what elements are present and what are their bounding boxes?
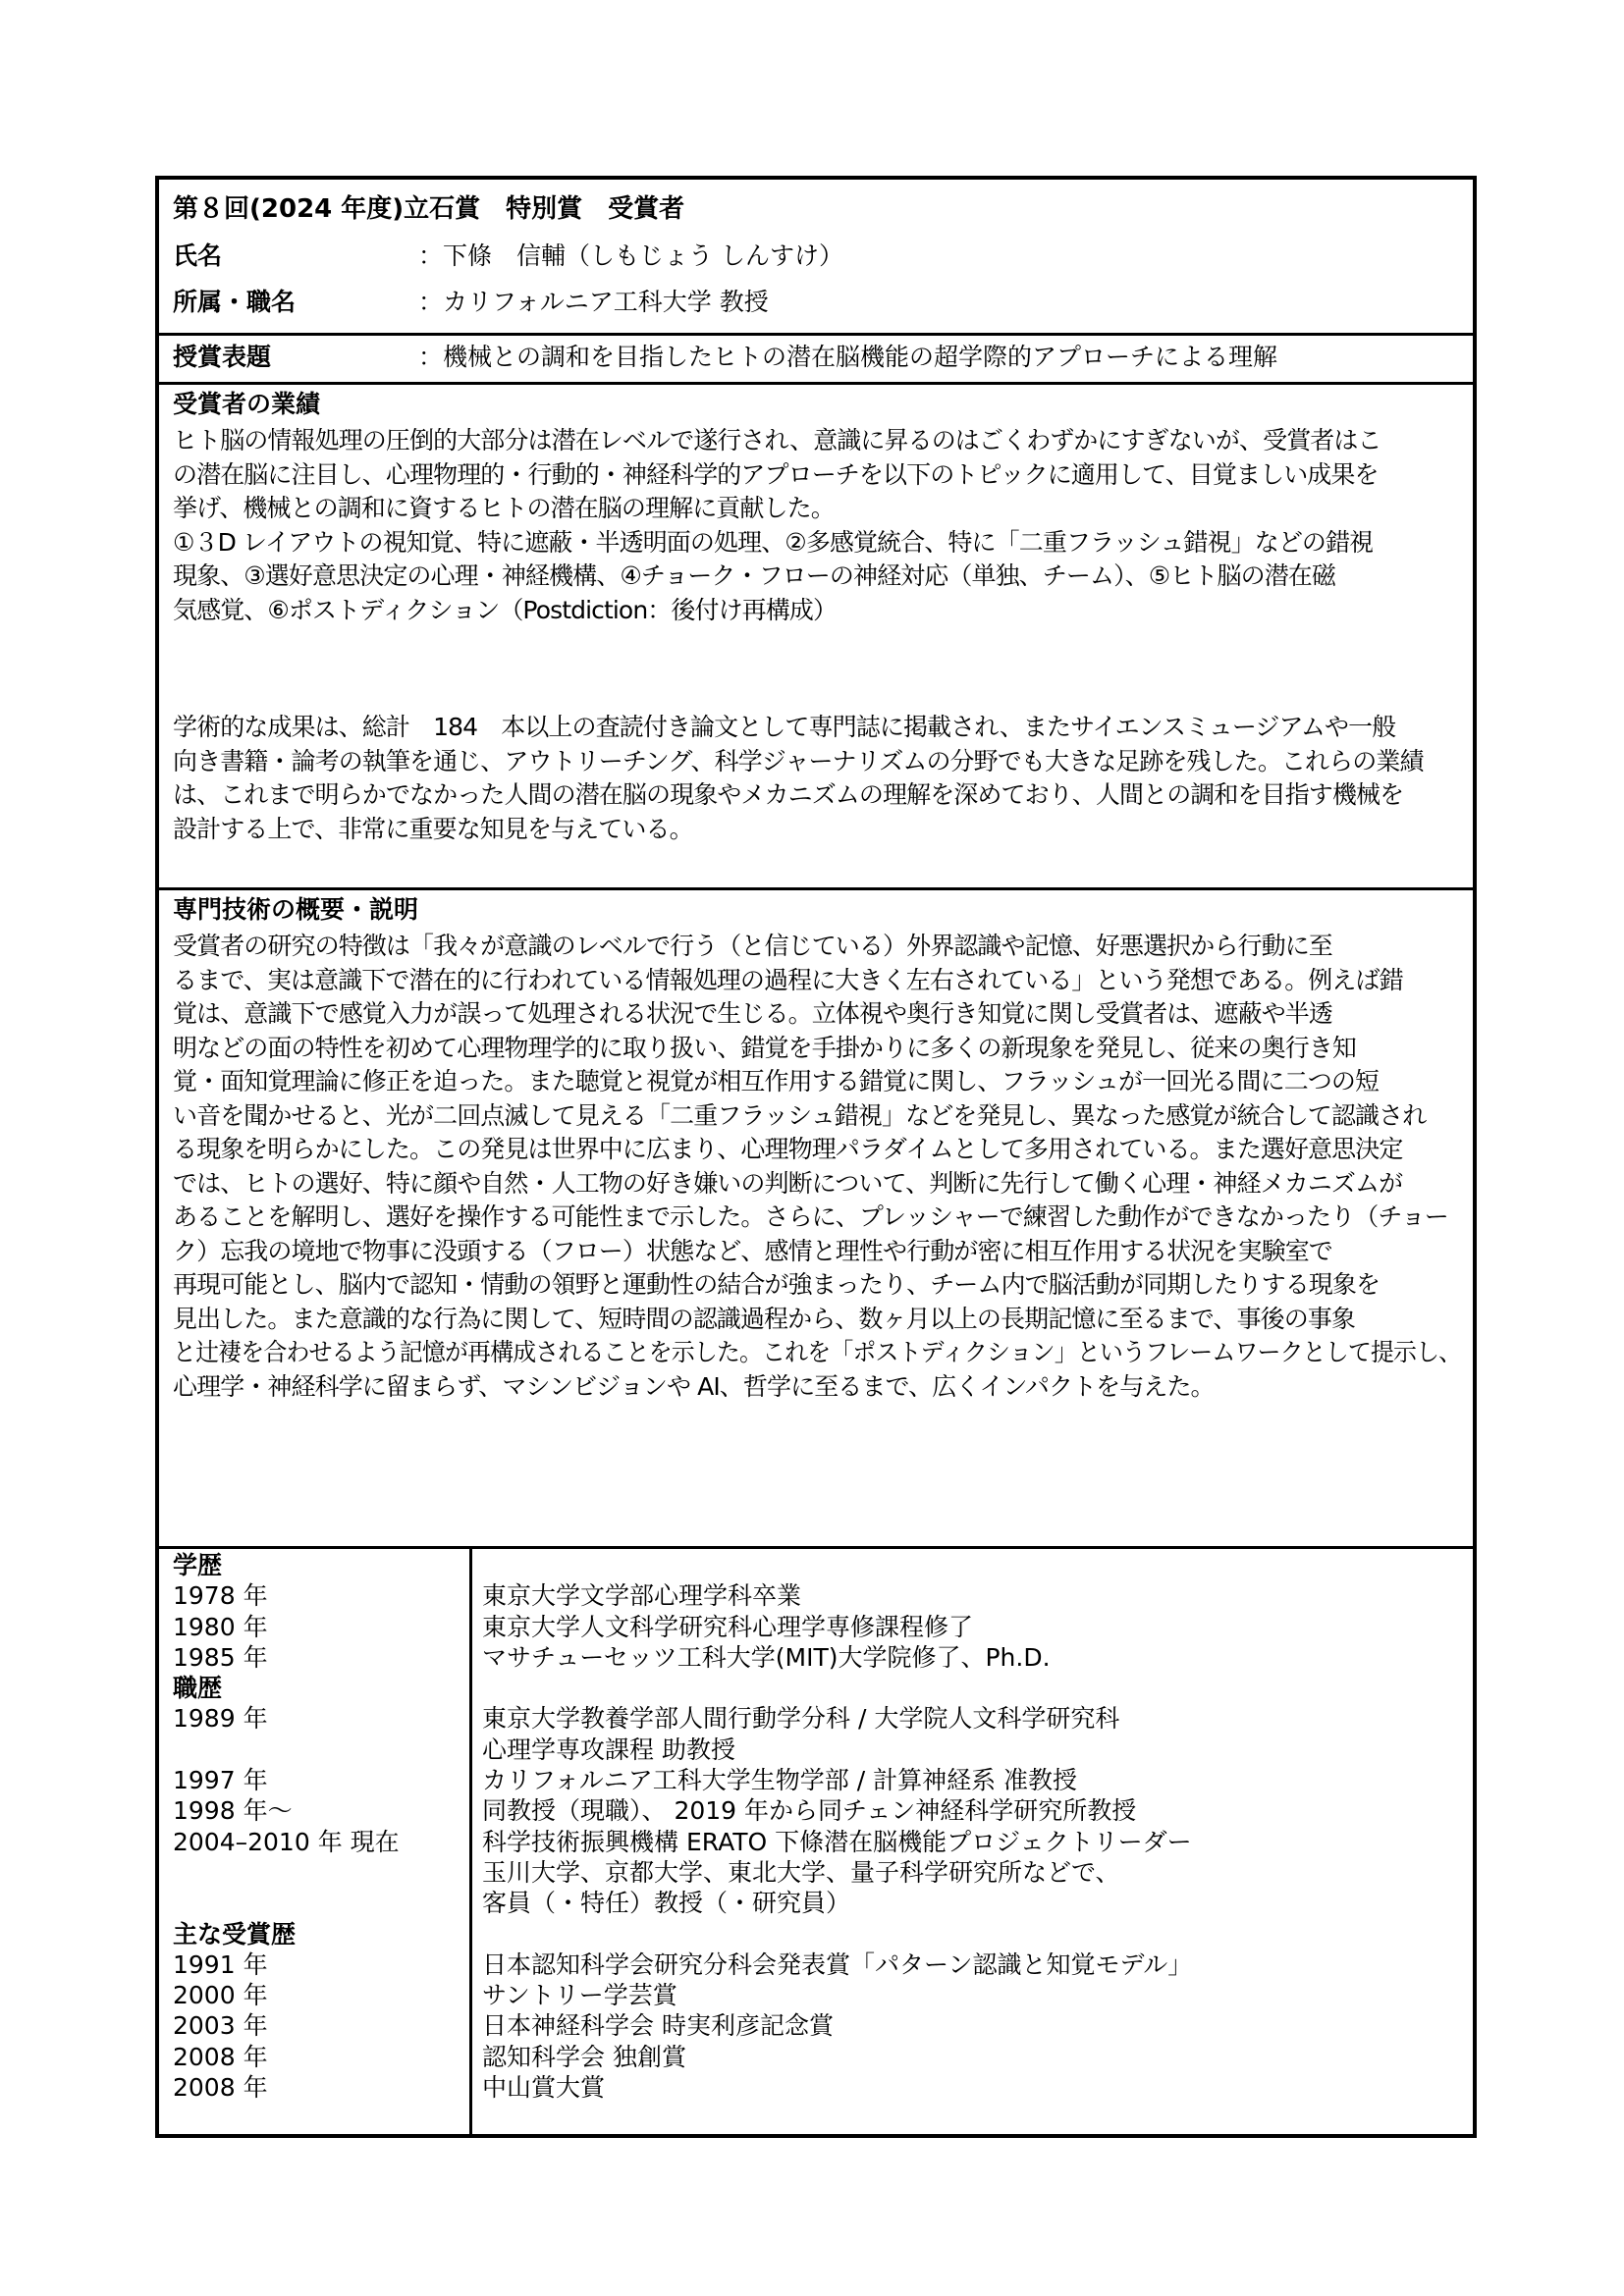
- text-line: と辻褄を合わせるよう記憶が再構成されることを示した。これを「ポストディクション」というフレームワークとして提示し、: [173, 1338, 1462, 1366]
- text-line: 覚は、意識下で感覚入力が誤って処理される状況で生じる。立体視や奥行き知覚に関し受賞者は、遮蔽や半透: [173, 999, 1332, 1028]
- career-item: カリフォルニア工科大学生物学部 / 計算神経系 准教授: [482, 1766, 1078, 1795]
- award-year: 2000 年: [173, 1981, 268, 2010]
- award-year: 1991 年: [173, 1949, 268, 1979]
- affiliation-value: ：カリフォルニア工科大学 教授: [418, 288, 769, 316]
- affiliation-label: 所属・職名: [173, 288, 297, 316]
- career-item: 東京大学教養学部人間行動学分科 / 大学院人文科学研究科: [482, 1704, 1120, 1734]
- divider: [159, 382, 1473, 385]
- divider: [159, 1546, 1473, 1549]
- text-line: 明などの面の特性を初めて心理物理学的に取り扱い、錯覚を手掛かりに多くの新現象を発見し、従来の奥行き知: [173, 1033, 1357, 1062]
- award-item: サントリー学芸賞: [482, 1981, 677, 2010]
- achievements-heading: 受賞者の業績: [173, 390, 321, 418]
- text-line: ①３D レイアウトの視知覚、特に遮蔽・半透明面の処理、②多感覚統合、特に「二重フラッシュ錯視」などの錯視: [173, 527, 1374, 557]
- education-item: 東京大学文学部心理学科卒業: [482, 1581, 802, 1611]
- technical-heading: 専門技術の概要・説明: [173, 895, 419, 924]
- award-year: 2003 年: [173, 2011, 268, 2041]
- text-line: ヒト脳の情報処理の圧倒的大部分は潜在レベルで遂行され、意識に昇るのはごくわずかにすぎないが、受賞者はこ: [173, 426, 1381, 454]
- name-value: ：下條 信輔（しもじょう しんすけ）: [418, 241, 843, 270]
- divider: [159, 333, 1473, 336]
- text-line: は、これまで明らかでなかった人間の潜在脳の現象やメカニズムの理解を深めており、人間との調和を目指す機械を: [173, 780, 1404, 809]
- text-line: る現象を明らかにした。この発見は世界中に広まり、心理物理パラダイムとして多用されている。また選好意思決定: [173, 1135, 1403, 1163]
- award-item: 認知科学会 独創賞: [482, 2042, 686, 2071]
- text-line: 設計する上で、非常に重要な知見を与えている。: [173, 814, 693, 843]
- cv-years-column: [173, 1550, 400, 2103]
- text-line: 気感覚、⑥ポストディクション（Postdiction：後付け再構成）: [173, 595, 838, 624]
- career-item: 同教授（現職）、 2019 年から同チェン神経科学研究所教授: [482, 1796, 1137, 1826]
- text-line: ク）忘我の境地で物事に没頭する（フロー）状態など、感情と理性や行動が密に相互作用する状況を実験室で: [173, 1236, 1332, 1265]
- education-item: マサチューセッツ工科大学(MIT)大学院修了、Ph.D.: [482, 1642, 1051, 1672]
- text-line: 学術的な成果は、総計 184 本以上の査読付き論文として専門誌に掲載され、またサイエンスミュージアムや一般: [173, 713, 1396, 741]
- education-year: 1985 年: [173, 1642, 268, 1672]
- text-line: 覚・面知覚理論に修正を迫った。また聴覚と視覚が相互作用する錯覚に関し、フラッシュが一回光る間に二つの短: [173, 1067, 1380, 1095]
- award-year: 2008 年: [173, 2073, 268, 2103]
- text-line: 向き書籍・論考の執筆を通じ、アウトリーチング、科学ジャーナリズムの分野でも大きな足跡を残した。これらの業績: [173, 746, 1424, 775]
- text-line: 心理学・神経科学に留まらず、マシンビジョンや AI、哲学に至るまで、広くインパクトを与えた。: [173, 1371, 1215, 1401]
- career-year: 1998 年～: [173, 1796, 293, 1826]
- career-item: 心理学専攻課程 助教授: [482, 1735, 735, 1764]
- text-line: 再現可能とし、脳内で認知・情動の領野と運動性の結合が強まったり、チーム内で脳活動が同期したりする現象を: [173, 1270, 1380, 1299]
- text-line: 現象、③選好意思決定の心理・神経機構、④チョーク・フローの神経対応（単独、チーム）、⑤ヒト脳の潜在磁: [173, 561, 1335, 590]
- award-year: 2008 年: [173, 2042, 268, 2071]
- award-item: 中山賞大賞: [482, 2073, 606, 2103]
- text-line: 挙げ、機械との調和に資するヒトの潜在脳の理解に貢献した。: [173, 494, 835, 522]
- document-title: 第８回(2024 年度)立石賞 特別賞 受賞者: [173, 194, 685, 224]
- career-year: 2004–2010 年 現在: [173, 1827, 400, 1856]
- text-line: 見出した。また意識的な行為に関して、短時間の認識過程から、数ヶ月以上の長期記憶に至るまで、事後の事象: [173, 1304, 1356, 1333]
- text-line: あることを解明し、選好を操作する可能性まで示した。さらに、プレッシャーで練習した動作ができなかったり（チョー: [173, 1202, 1448, 1231]
- award-title-label: 授賞表題: [173, 343, 272, 371]
- career-item: 客員（・特任）教授（・研究員）: [482, 1889, 851, 1918]
- text-line: の潜在脳に注目し、心理物理的・行動的・神経科学的アプローチを以下のトピックに適用して、目覚ましい成果を: [173, 459, 1379, 489]
- career-year: 1997 年: [173, 1766, 268, 1795]
- divider: [159, 887, 1473, 890]
- career-year: 1989 年: [173, 1704, 268, 1734]
- cv-details-column: [482, 1550, 1192, 2103]
- text-line: 受賞者の研究の特徴は「我々が意識のレベルで行う（と信じている）外界認識や記憶、好悪選択から行動に至: [173, 932, 1332, 960]
- column-divider: [469, 1549, 472, 2134]
- achievements-paragraph-1: [173, 424, 1461, 627]
- award-item: 日本認知科学会研究分科会発表賞「パターン認識と知覚モデル」: [482, 1949, 1193, 1979]
- education-year: 1980 年: [173, 1612, 268, 1641]
- text-line: い音を聞かせると、光が二回点滅して見える「二重フラッシュ錯視」などを発見し、異なった感覚が統合して認識され: [173, 1100, 1427, 1130]
- technical-paragraph: [173, 930, 1461, 1404]
- education-item: 東京大学人文科学研究科心理学専修課程修了: [482, 1612, 974, 1641]
- awards-heading: 主な受賞歴: [173, 1919, 297, 1949]
- education-year: 1978 年: [173, 1581, 268, 1611]
- text-line: では、ヒトの選好、特に顔や自然・人工物の好き嫌いの判断について、判断に先行して働く心理・神経メカニズムが: [173, 1168, 1403, 1198]
- career-heading: 職歴: [173, 1674, 223, 1703]
- award-item: 日本神経科学会 時実利彦記念賞: [482, 2011, 834, 2041]
- award-title-value: ：機械との調和を目指したヒトの潜在脳機能の超学際的アプローチによる理解: [418, 343, 1278, 371]
- career-item: 玉川大学、京都大学、東北大学、量子科学研究所などで、: [482, 1857, 1120, 1887]
- award-document-table: [155, 176, 1477, 2138]
- name-label: 氏名: [173, 241, 223, 270]
- text-line: るまで、実は意識下で潜在的に行われている情報処理の過程に大きく左右されている」という発想である。例えば錯: [173, 965, 1403, 994]
- education-heading: 学歴: [173, 1551, 223, 1579]
- career-item: 科学技術振興機構 ERATO 下條潜在脳機能プロジェクトリーダー: [482, 1827, 1192, 1856]
- achievements-paragraph-2: [173, 711, 1461, 846]
